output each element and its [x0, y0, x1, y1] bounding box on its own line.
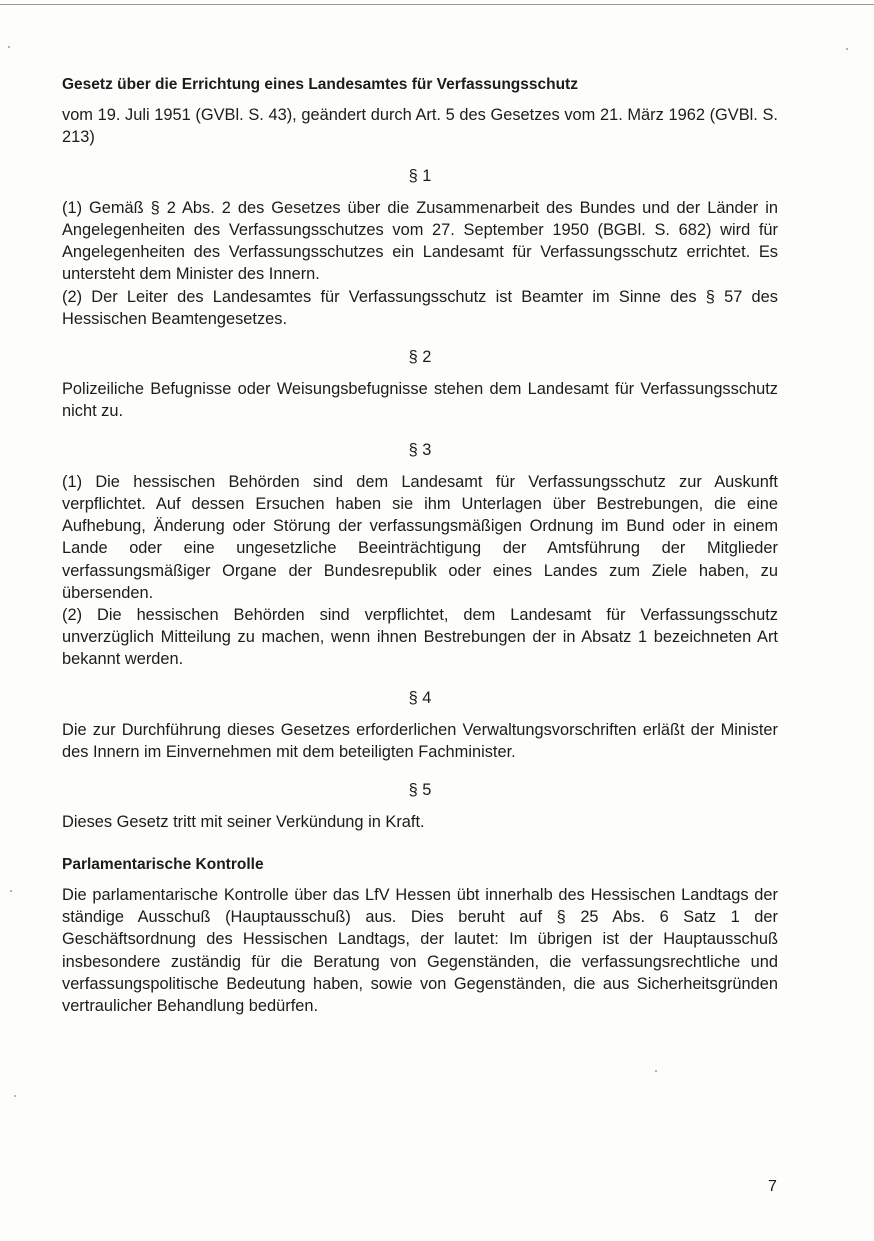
section-4-paragraph-1: Die zur Durchführung dieses Gesetzes erforderlichen Verwaltungsvorschriften erläßt der Minister des Innern im Einvernehmen mit dem beteiligten Fachminister. [62, 720, 778, 762]
section-2-sign: § 2 [408, 348, 432, 367]
section-1-sign: § 1 [408, 166, 432, 185]
section-2-paragraph-1: Polizeiliche Befugnisse oder Weisungsbefugnisse stehen dem Landesamt für Verfassungsschutz nicht zu. [62, 380, 778, 421]
section-5-paragraph-1: Dieses Gesetz tritt mit seiner Verkündung in Kraft. [62, 813, 425, 832]
section-3-sign: § 3 [408, 440, 432, 459]
scan-speck [8, 46, 10, 48]
scan-speck [14, 1095, 16, 1097]
document-page [62, 74, 778, 1017]
section-3-paragraph-2: (2) Die hessischen Behörden sind verpflichtet, dem Landesamt für Verfassungsschutz unverzüglich Mitteilung zu machen, wenn ihnen Bestrebungen der in Absatz 1 bezeichneten Art bekannt werden. [62, 606, 778, 669]
section-1-paragraph-1: (1) Gemäß § 2 Abs. 2 des Gesetzes über die Zusammenarbeit des Bundes und der Länder in Angelegenheiten des Verfassungsschutzes vom 27. September 1950 (BGBl. S. 682) wird für Angelegenheiten des Verfassungsschutzes ein Landesamt für Verfassungsschutz errichtet. Es untersteht dem Minister des Innern. [62, 198, 778, 284]
law-title: Gesetz über die Errichtung eines Landesamtes für Verfassungsschutz [62, 76, 578, 93]
section-4-sign: § 4 [408, 688, 432, 707]
scan-speck [655, 1070, 657, 1072]
control-text: Die parlamentarische Kontrolle über das LfV Hessen übt innerhalb des Hessischen Landtags der ständige Ausschuß (Hauptausschuß) aus. Dies beruht auf § 25 Abs. 6 Satz 1 der Geschäftsordnung des Hessischen Landtags, der lautet: Im übrigen ist der Hauptausschuß insbesondere zuständig für die Beratung von Gegenständen, die verfassungsrechtliche und verfassungspolitische Bedeutung haben, sowie von Gegenständen, die aus Sicherheitsgründen vertraulicher Behandlung bedürfen. [62, 885, 778, 1015]
control-heading: Parlamentarische Kontrolle [62, 855, 264, 873]
law-subtitle: vom 19. Juli 1951 (GVBl. S. 43), geändert durch Art. 5 des Gesetzes vom 21. März 1962 (GVBl. S. 213) [62, 106, 778, 147]
section-5-sign: § 5 [408, 781, 432, 800]
scan-speck [10, 890, 12, 892]
scan-top-rule [0, 4, 874, 5]
scan-speck [846, 48, 848, 50]
section-3-paragraph-1: (1) Die hessischen Behörden sind dem Landesamt für Verfassungsschutz zur Auskunft verpflichtet. Auf dessen Ersuchen haben sie ihm Unterlagen über Bestrebungen, die eine Aufhebung, Änderung oder Störung der verfassungsmäßigen Ordnung im Bund oder in einem Lande oder eine ungesetzliche Beeinträchtigung der Amtsführung der Mitglieder verfassungsmäßiger Organe der Bundesrepublik oder eines Landes zum Ziele haben, zu übersenden. [62, 472, 778, 602]
page-number: 7 [768, 1178, 777, 1195]
section-1-paragraph-2: (2) Der Leiter des Landesamtes für Verfassungsschutz ist Beamter im Sinne des § 57 des Hessischen Beamtengesetzes. [62, 287, 778, 328]
